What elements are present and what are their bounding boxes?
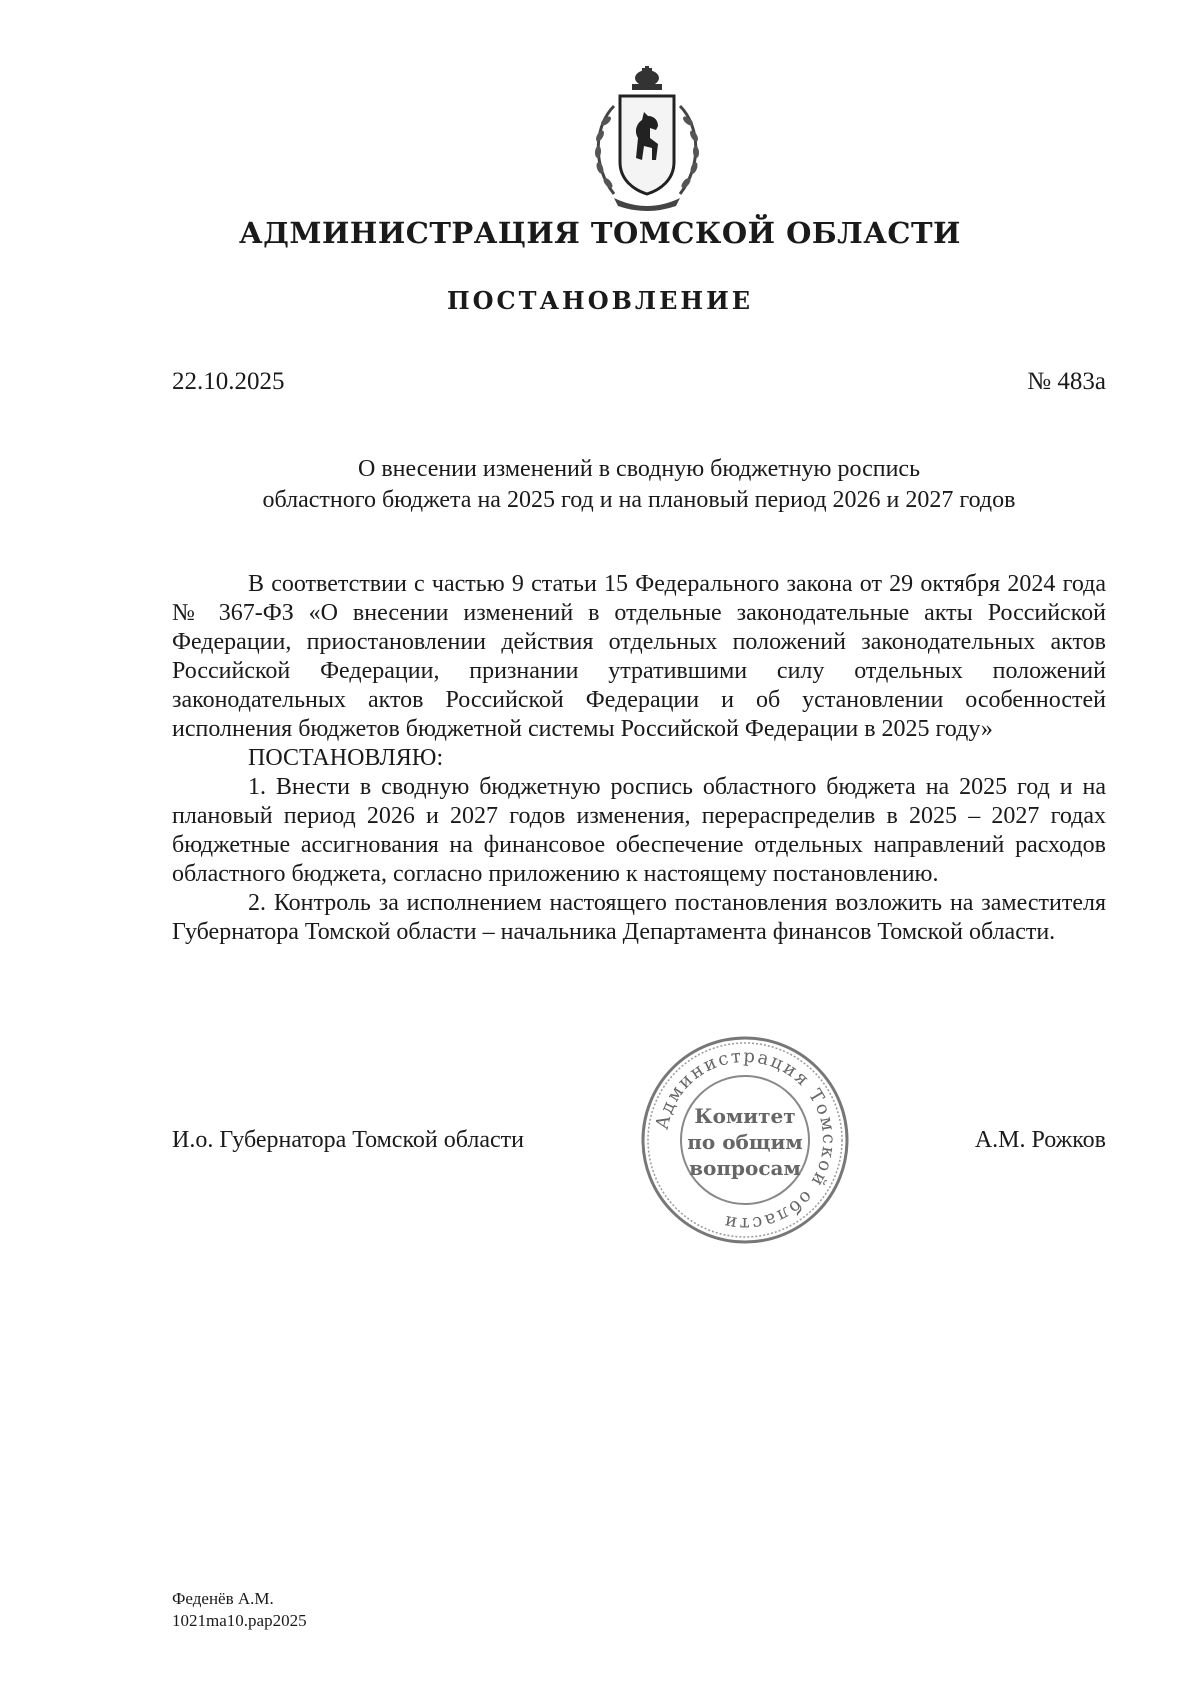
item-2-paragraph: 2. Контроль за исполнением настоящего постановления возложить на заместителя Губернатора Томской области – начальника Департамента финансов Томской области. (172, 890, 1106, 945)
document-body (172, 570, 1106, 947)
document-date: 22.10.2025 (172, 368, 285, 395)
executor-block (172, 1588, 307, 1632)
stamp-line-3: вопросам (689, 1156, 801, 1180)
document-number: № 483а (1027, 368, 1106, 395)
document-type: ПОСТАНОВЛЕНИЕ (446, 286, 754, 315)
preamble-paragraph: В соответствии с частью 9 статьи 15 Федерального закона от 29 октября 2024 года № 367-ФЗ «О внесении изменений в отдельные законодательные акты Российской Федерации, приостановлении действия отдельных положений законодательных актов Российской Федерации, признании утратившими силу отдельных положений законодательных актов Российской Федерации и об установлении особенностей исполнения бюджетов бюджетной системы Российской Федерации в 2025 году» (172, 571, 1106, 742)
item-1-paragraph: 1. Внести в сводную бюджетную роспись областного бюджета на 2025 год и на плановый период 2026 и 2027 годов изменения, перераспределив в 2025 – 2027 годах бюджетные ассигнования на финансовое обеспечение отдельных направлений расходов областного бюджета, согласно приложению к настоящему постановлению. (172, 774, 1106, 887)
executor-name: Феденёв А.М. (172, 1589, 274, 1608)
official-stamp (640, 1035, 850, 1245)
signatory-name: А.М. Рожков (974, 1127, 1106, 1153)
stamp-line-2: по общим (687, 1130, 803, 1154)
subject-line-1: О внесении изменений в сводную бюджетную роспись (357, 456, 921, 482)
tomsk-region-coat-of-arms-icon (584, 66, 710, 214)
stamp-ring-text: Администрация Томской области (651, 1045, 840, 1235)
subject-line-2: областного бюджета на 2025 год и на плановый период 2026 и 2027 годов (262, 487, 1016, 513)
stamp-line-1: Комитет (694, 1104, 796, 1128)
signatory-title: И.о. Губернатора Томской области (172, 1127, 524, 1153)
organization-name: АДМИНИСТРАЦИЯ ТОМСКОЙ ОБЛАСТИ (239, 216, 961, 250)
executor-file-code: 1021ma10.pap2025 (172, 1611, 307, 1630)
document-subject (172, 454, 1106, 516)
resolve-heading: ПОСТАНОВЛЯЮ: (248, 745, 444, 771)
